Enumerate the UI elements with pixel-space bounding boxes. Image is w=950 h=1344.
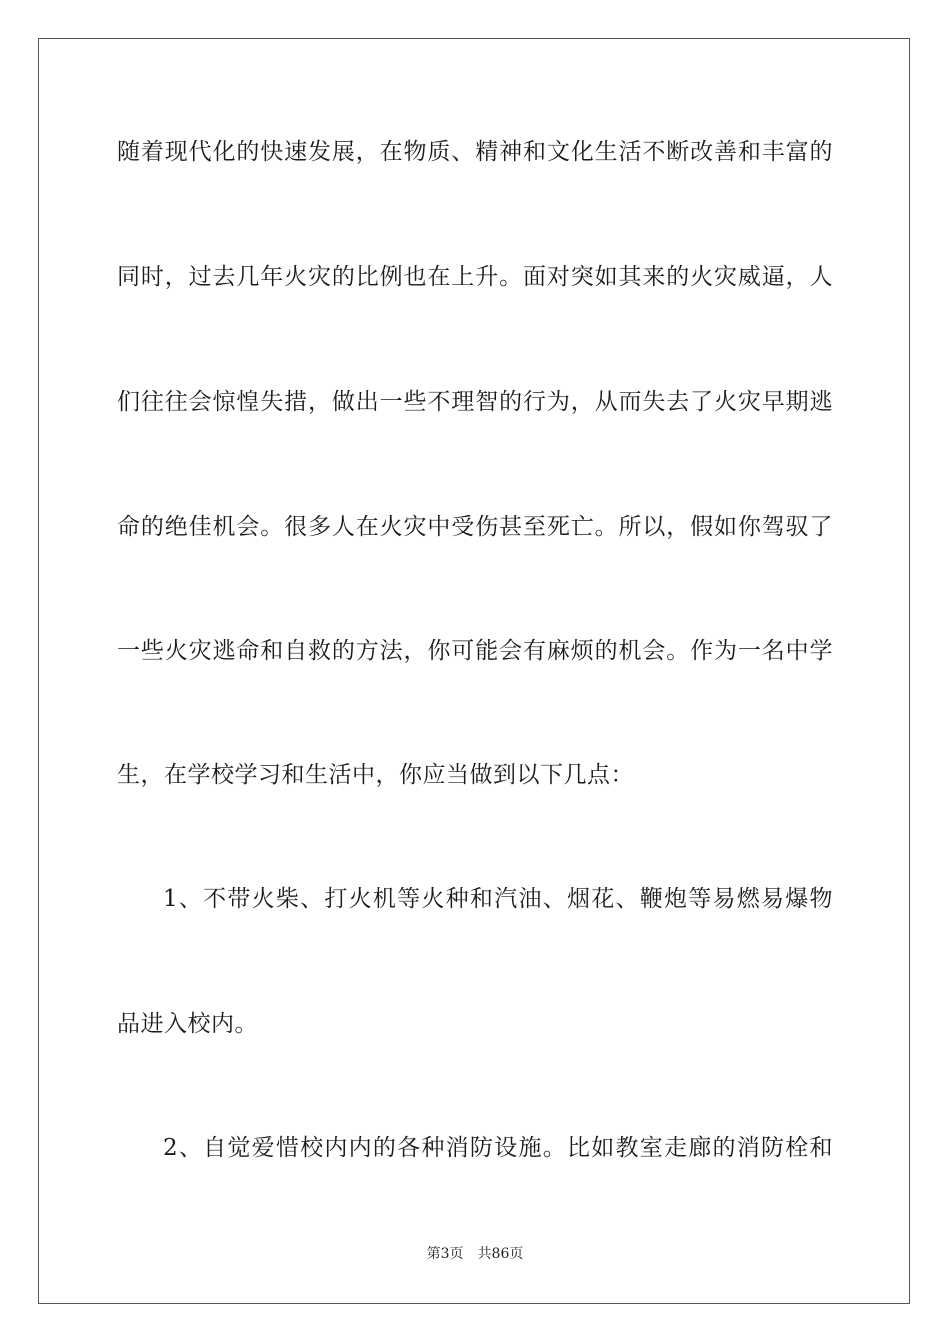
list-item-1-line: 品进入校内。 xyxy=(117,1011,258,1037)
list-item-1-line: 1、不带火柴、打火机等火种和汽油、烟花、鞭炮等易燃易爆物 xyxy=(163,886,833,912)
page-frame xyxy=(38,38,910,1304)
page-total: 共86页 xyxy=(477,1246,524,1262)
paragraph-line: 生，在学校学习和生活中，你应当做到以下几点： xyxy=(117,762,634,788)
page-footer xyxy=(0,1245,950,1263)
paragraph-line: 命的绝佳机会。很多人在火灾中受伤甚至死亡。所以，假如你驾驭了 xyxy=(117,514,833,540)
list-item-2-line: 2、自觉爱惜校内内的各种消防设施。比如教室走廊的消防栓和 xyxy=(163,1135,833,1161)
paragraph-line: 随着现代化的快速发展，在物质、精神和文化生活不断改善和丰富的 xyxy=(117,139,833,165)
page-number: 第3页 xyxy=(426,1246,464,1262)
paragraph-line: 们往往会惊惶失措，做出一些不理智的行为，从而失去了火灾早期逃 xyxy=(117,389,833,415)
paragraph-line: 同时，过去几年火灾的比例也在上升。面对突如其来的火灾威逼，人 xyxy=(117,264,833,290)
paragraph-line: 一些火灾逃命和自救的方法，你可能会有麻烦的机会。作为一名中学 xyxy=(117,638,833,664)
